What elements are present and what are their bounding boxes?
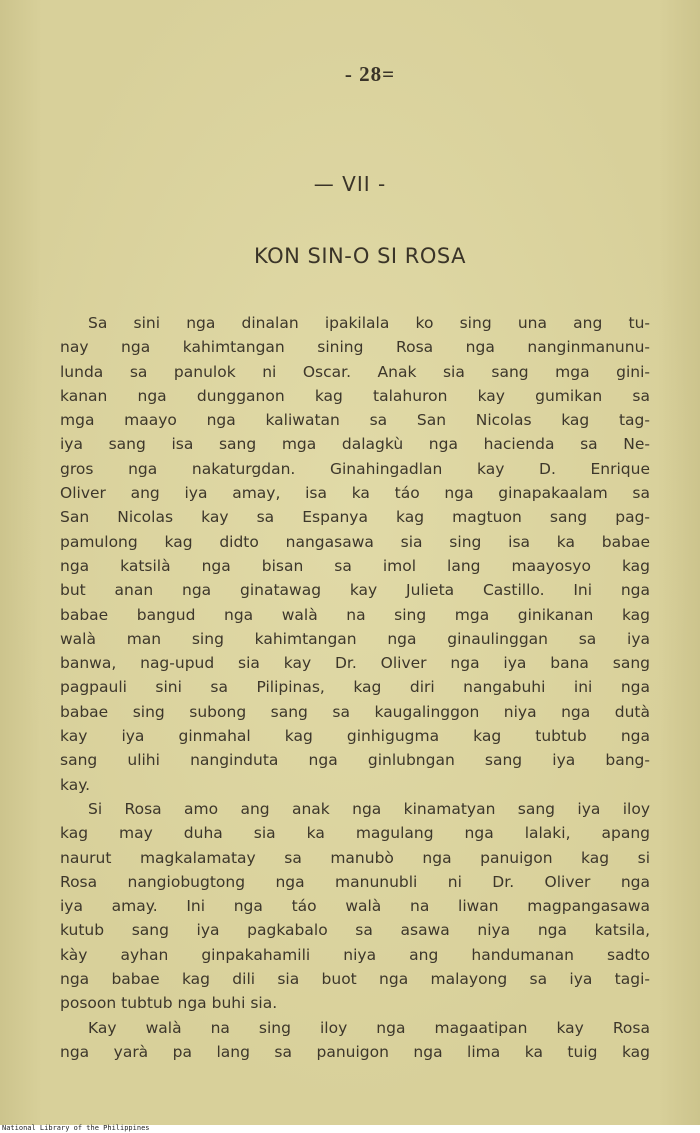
- text-line: kay iya ginmahal kag ginhigugma kag tubtub nga: [60, 727, 650, 746]
- text-line: Sa sini nga dinalan ipakilala ko sing una ang tu-: [88, 314, 650, 332]
- text-line: but anan nga ginatawag kay Julieta Castillo. Ini nga: [60, 581, 650, 600]
- text-line: posoon tubtub nga buhi sia.: [60, 994, 278, 1013]
- text-line: nga babae kag dili sia buot nga malayong sa iya tagi-: [60, 970, 650, 989]
- text-line: nay nga kahimtangan sining Rosa nga nanginmanunu-: [60, 338, 650, 357]
- library-footer: National Library of the Philippines: [2, 1124, 150, 1132]
- text-line: iya sang isa sang mga dalagkù nga hacienda sa Ne-: [60, 435, 650, 454]
- text-line: sang ulihi nanginduta nga ginlubngan sang iya bang-: [60, 751, 650, 770]
- text-line: kay.: [60, 775, 91, 794]
- text-line: babae sing subong sang sa kaugalinggon niya nga dutà: [60, 702, 650, 721]
- text-line: mga maayo nga kaliwatan sa San Nicolas kag tag-: [60, 411, 650, 430]
- page-number: - 28=: [344, 62, 396, 86]
- text-line: San Nicolas kay sa Espanya kag magtuon sang pag-: [60, 508, 650, 527]
- text-line: lunda sa panulok ni Oscar. Anak sia sang mga gini-: [60, 362, 650, 381]
- text-line: Si Rosa amo ang anak nga kinamatyan sang iya iloy: [88, 799, 650, 818]
- text-line: banwa, nag-upud sia kay Dr. Oliver nga iya bana sang: [60, 654, 650, 673]
- body-text: [60, 311, 650, 1064]
- text-line: pagpauli sini sa Pilipinas, kag diri nangabuhi ini nga: [60, 678, 650, 697]
- text-line: iya amay. Ini nga táo walà na liwan magpangasawa: [60, 897, 650, 916]
- text-line: kutub sang iya pagkabalo sa asawa niya nga katsila,: [60, 921, 650, 940]
- text-line: Oliver ang iya amay, isa ka táo nga ginapakaalam sa: [60, 484, 650, 503]
- text-line: kag may duha sia ka magulang nga lalaki, apang: [60, 824, 650, 843]
- text-line: nga katsilà nga bisan sa imol lang maayosyo kag: [60, 556, 650, 575]
- text-line: naurut magkalamatay sa manubò nga panuigon kag si: [60, 848, 650, 867]
- chapter-number: — VII -: [313, 172, 387, 196]
- text-line: Rosa nangiobugtong nga manunubli ni Dr. Oliver nga: [60, 872, 650, 891]
- text-line: nga yarà pa lang sa panuigon nga lima ka tuig kag: [60, 1042, 650, 1061]
- text-line: babae bangud nga walà na sing mga ginikanan kag: [60, 605, 650, 624]
- text-line: gros nga nakaturgdan. Ginahingadlan kay D. Enrique: [60, 459, 650, 478]
- text-line: kanan nga dungganon kag talahuron kay gumikan sa: [60, 386, 650, 405]
- text-line: pamulong kag didto nangasawa sia sing isa ka babae: [60, 532, 650, 551]
- text-line: walà man sing kahimtangan nga ginaulinggan sa iya: [60, 629, 650, 648]
- chapter-title: KON SIN-O SI ROSA: [253, 244, 467, 268]
- text-line: kày ayhan ginpakahamili niya ang handumanan sadto: [60, 945, 650, 964]
- text-line: Kay walà na sing iloy nga magaatipan kay Rosa: [88, 1018, 650, 1037]
